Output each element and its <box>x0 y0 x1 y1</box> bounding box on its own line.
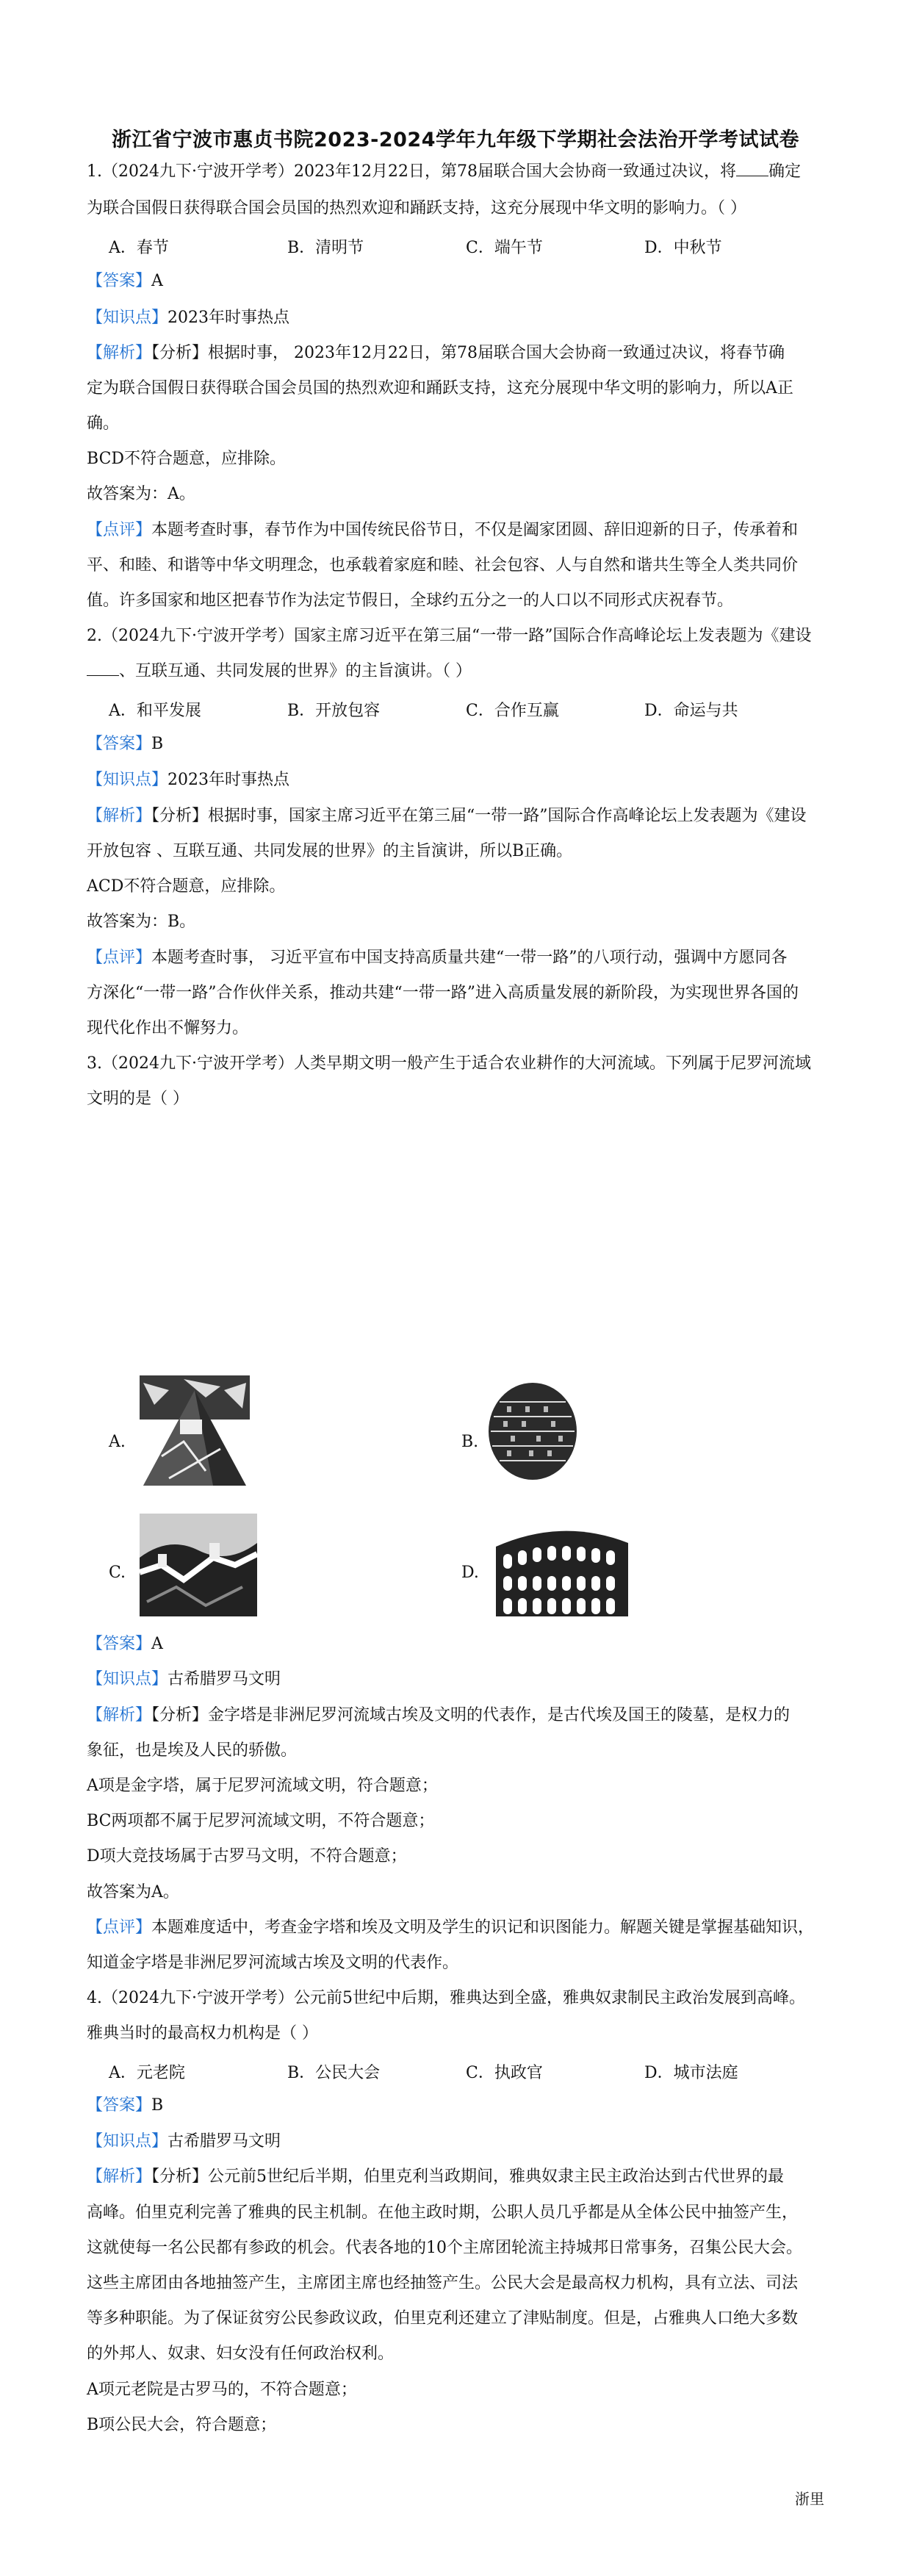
q1-stem-line-2: 为联合国假日获得联合国会员国的热烈欢迎和踊跃支持，这充分展现中华文明的影响力。（ ） <box>87 199 746 217</box>
q2-option-d: D．命运与共 <box>644 702 738 720</box>
q2-option-a: A．和平发展 <box>109 702 201 720</box>
q2-comment-line-2: 方深化“一带一路”合作伙伴关系，推动共建“一带一路”进入高质量发展的新阶段，为实现世界各国的 <box>87 984 799 1002</box>
q3-knowledge-text: 古希腊罗马文明 <box>168 1670 281 1688</box>
knowledge-tag: 【知识点】 <box>87 2132 168 2151</box>
q3-option-a: A. <box>109 1433 126 1451</box>
q1-analysis-line-5: 故答案为：A。 <box>87 485 195 503</box>
q3-knowledge <box>87 1668 824 1691</box>
q4-analysis-line-1 <box>87 2165 824 2189</box>
q1-analysis-line-2: 定为联合国假日获得联合国会员国的热烈欢迎和踊跃支持，这充分展现中华文明的影响力，所以A正 <box>87 379 793 397</box>
q3-answer <box>87 1633 824 1656</box>
q2-options <box>109 698 823 721</box>
q2-analysis-line-2: 开放包容 、互联互通、共同发展的世界》的主旨演讲，所以B正确。 <box>87 842 573 860</box>
q4-option-b: B．公民大会 <box>287 2064 381 2082</box>
q2-analysis-text-1: 【分析】根据时事，国家主席习近平在第三届“一带一路”国际合作高峰论坛上发表题为《建设 <box>151 807 807 825</box>
q1-options <box>109 235 823 258</box>
q2-answer <box>87 733 824 756</box>
q1-answer-value: A <box>151 272 163 290</box>
q4-analysis-line-5: 等多种职能。为了保证贫穷公民参政议政，伯里克利还建立了津贴制度。但是，占雅典人口绝大多数 <box>87 2309 799 2328</box>
q4-analysis-line-6: 的外邦人、奴隶、妇女没有任何政治权利。 <box>87 2345 395 2363</box>
q1-analysis-line-4: BCD不符合题意，应排除。 <box>87 450 287 468</box>
q4-analysis-text-1: 【分析】公元前5世纪后半期，伯里克利当政期间，雅典奴隶主民主政治达到古代世界的最 <box>151 2167 785 2186</box>
q2-comment-line-1 <box>87 946 824 970</box>
q1-option-c: C．端午节 <box>466 239 543 257</box>
page-title: 浙江省宁波市惠贞书院2023-2024学年九年级下学期社会法治开学考试试卷 <box>112 129 799 151</box>
great-wall-icon <box>140 1514 257 1616</box>
q3-analysis-line-2: 象征，也是埃及人民的骄傲。 <box>87 1741 298 1760</box>
q4-analysis-line-7: A项元老院是古罗马的，不符合题意； <box>87 2381 357 2399</box>
q2-answer-value: B <box>151 735 164 753</box>
knowledge-tag: 【知识点】 <box>87 771 168 789</box>
q4-answer <box>87 2094 824 2118</box>
q1-answer <box>87 270 824 293</box>
q3-analysis-line-3: A项是金字塔，属于尼罗河流域文明，符合题意； <box>87 1777 438 1795</box>
q1-blank <box>736 162 768 176</box>
q1-option-a: A．春节 <box>109 239 169 257</box>
q2-analysis-line-4: 故答案为：B。 <box>87 913 196 931</box>
colosseum-icon <box>492 1514 632 1620</box>
q2-comment-line-3: 现代化作出不懈努力。 <box>87 1019 249 1037</box>
q3-analysis-line-5: D项大竞技场属于古罗马文明，不符合题意； <box>87 1847 407 1866</box>
q2-knowledge <box>87 769 824 792</box>
pyramid-icon <box>140 1375 250 1486</box>
analysis-tag: 【解析】 <box>87 1706 152 1724</box>
q4-analysis-line-4: 这些主席团由各地抽签产生，主席团主席也经抽签产生。公民大会是最高权力机构，具有立法、司法 <box>87 2274 799 2292</box>
q4-knowledge-text: 古希腊罗马文明 <box>168 2132 281 2151</box>
answer-tag: 【答案】 <box>87 735 152 753</box>
q1-stem-line-1 <box>87 160 824 184</box>
q1-stem-text: 1.（2024九下·宁波开学考）2023年12月22日，第78届联合国大会协商一致通过决议，将 <box>87 162 736 181</box>
comment-tag: 【点评】 <box>87 1918 152 1937</box>
q4-answer-value: B <box>151 2096 164 2115</box>
answer-tag: 【答案】 <box>87 2096 152 2115</box>
q2-blank <box>87 662 119 676</box>
q3-stem-line-2: 文明的是（ ） <box>87 1090 189 1108</box>
knowledge-tag: 【知识点】 <box>87 309 168 327</box>
q3-analysis-text-1: 【分析】金字塔是非洲尼罗河流域古埃及文明的代表作，是古代埃及国王的陵墓，是权力的 <box>151 1706 791 1724</box>
q2-stem-line-2 <box>87 660 824 683</box>
q2-analysis-line-1 <box>87 805 824 828</box>
analysis-tag: 【解析】 <box>87 344 152 362</box>
q1-option-d: D．中秋节 <box>644 239 722 257</box>
q4-analysis-line-8: B项公民大会，符合题意； <box>87 2416 277 2434</box>
q2-option-b: B．开放包容 <box>287 702 381 720</box>
q1-comment-line-1 <box>87 519 824 542</box>
q2-option-c: C．合作互赢 <box>466 702 559 720</box>
q4-knowledge <box>87 2130 824 2154</box>
q1-analysis-line-3: 确。 <box>87 414 120 433</box>
analysis-tag: 【解析】 <box>87 807 152 825</box>
q2-analysis-line-3: ACD不符合题意，应排除。 <box>87 877 286 896</box>
q3-comment-line-1 <box>87 1916 824 1940</box>
q1-analysis-line-1 <box>87 342 824 365</box>
q3-option-d: D. <box>461 1564 479 1582</box>
answer-tag: 【答案】 <box>87 272 152 290</box>
q1-knowledge <box>87 306 824 330</box>
q2-knowledge-text: 2023年时事热点 <box>168 771 290 789</box>
q3-comment-text-1: 本题难度适中，考查金字塔和埃及文明及学生的识记和识图能力。解题关键是掌握基础知识， <box>151 1918 815 1937</box>
q1-analysis-text-1: 【分析】根据时事， 2023年12月22日，第78届联合国大会协商一致通过决议，将春节确 <box>151 344 785 362</box>
q3-option-c: C. <box>109 1564 126 1582</box>
page-footer: 浙里 <box>795 2490 824 2508</box>
q1-comment-line-2: 平、和睦、和谐等中华文明理念，也承载着家庭和睦、社会包容、人与自然和谐共生等全人类共同价 <box>87 556 799 575</box>
q4-stem-line-1: 4.（2024九下·宁波开学考）公元前5世纪中后期，雅典达到全盛，雅典奴隶制民主政治发展到高峰。 <box>87 1989 805 2007</box>
q3-comment-line-2: 知道金字塔是非洲尼罗河流域古埃及文明的代表作。 <box>87 1954 459 1972</box>
q3-analysis-line-4: BC两项都不属于尼罗河流域文明，不符合题意； <box>87 1812 435 1830</box>
q4-option-c: C．执政官 <box>466 2064 543 2082</box>
q1-knowledge-text: 2023年时事热点 <box>168 309 290 327</box>
q4-option-a: A．元老院 <box>109 2064 185 2082</box>
comment-tag: 【点评】 <box>87 949 152 967</box>
q1-option-b: B．清明节 <box>287 239 364 257</box>
analysis-tag: 【解析】 <box>87 2167 152 2186</box>
answer-tag: 【答案】 <box>87 1635 152 1653</box>
q3-stem-line-1: 3.（2024九下·宁波开学考）人类早期文明一般产生于适合农业耕作的大河流域。下列属于尼罗河流域 <box>87 1054 811 1073</box>
knowledge-tag: 【知识点】 <box>87 1670 168 1688</box>
q4-stem-line-2: 雅典当时的最高权力机构是（ ） <box>87 2024 318 2043</box>
q3-option-b: B. <box>461 1433 479 1451</box>
q2-stem-text-2: 、互联互通、共同发展的世界》的主旨演讲。（ ） <box>119 662 472 680</box>
q1-comment-text-1: 本题考查时事，春节作为中国传统民俗节日，不仅是阖家团圆、辞旧迎新的日子，传承着和 <box>151 521 799 539</box>
q4-option-d: D．城市法庭 <box>644 2064 738 2082</box>
q3-analysis-line-1 <box>87 1704 824 1727</box>
q1-stem-text-b: 确定 <box>768 162 801 181</box>
q4-analysis-line-2: 高峰。伯里克利完善了雅典的民主机制。在他主政时期，公职人员几乎都是从全体公民中抽签产生， <box>87 2203 799 2222</box>
q4-analysis-line-3: 这就使每一名公民都有参政的机会。代表各地的10个主席团轮流主持城邦日常事务，召集公民大会。 <box>87 2239 802 2257</box>
q4-options <box>109 2060 823 2083</box>
q3-analysis-line-6: 故答案为A。 <box>87 1883 179 1902</box>
q2-stem-line-1: 2.（2024九下·宁波开学考）国家主席习近平在第三届“一带一路”国际合作高峰论坛上发表题为《建设 <box>87 627 812 645</box>
comment-tag: 【点评】 <box>87 521 152 539</box>
q1-comment-line-3: 值。许多国家和地区把春节作为法定节假日，全球约五分之一的人口以不同形式庆祝春节。 <box>87 591 734 610</box>
cuneiform-tablet-icon <box>485 1380 580 1483</box>
q3-answer-value: A <box>151 1635 163 1653</box>
q2-comment-text-1: 本题考查时事， 习近平宣布中国支持高质量共建“一带一路”的八项行动，强调中方愿同各 <box>151 949 788 967</box>
